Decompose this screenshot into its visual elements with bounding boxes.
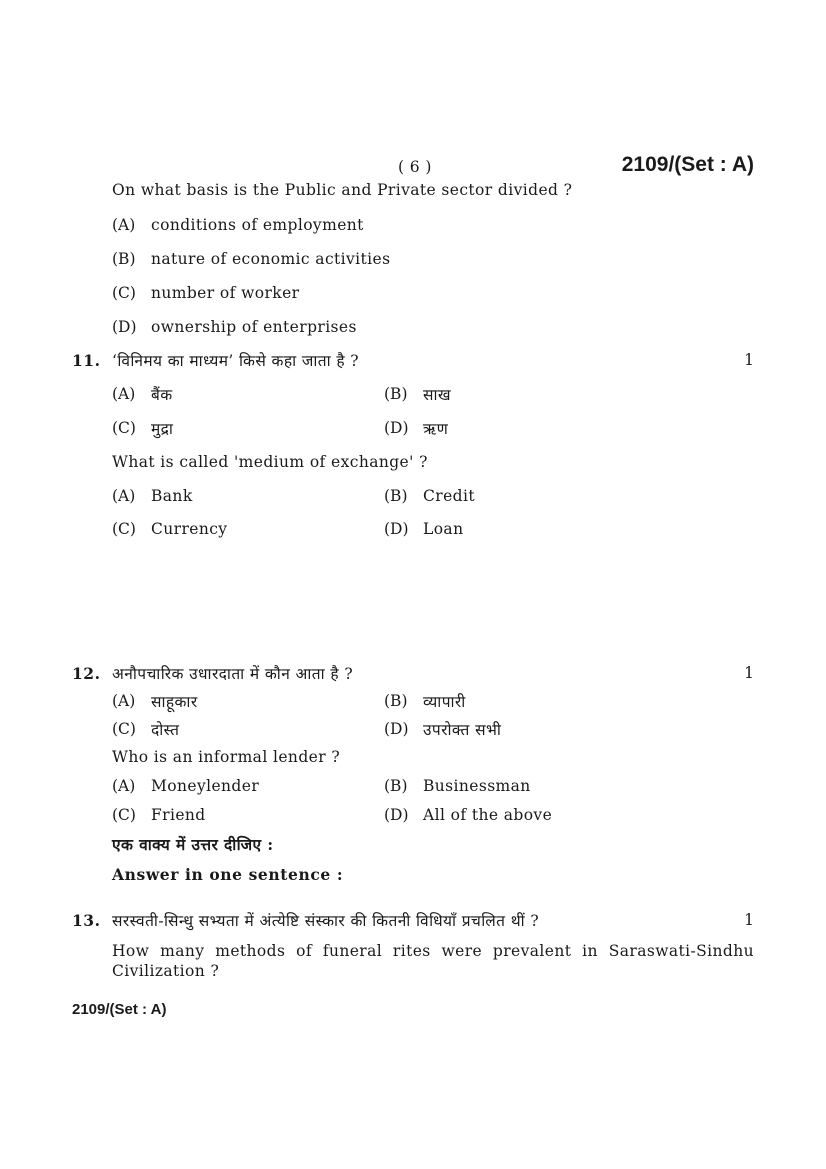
option-text: ऋण	[423, 420, 449, 438]
option-text: दोस्त	[151, 721, 180, 739]
q10-english-text: On what basis is the Public and Private sector divided ?	[112, 181, 573, 199]
option-text: साख	[423, 386, 451, 404]
q13-english-line1: How many methods of funeral rites were prevalent in Saraswati-Sindhu	[112, 942, 754, 960]
section-heading-hindi: एक वाक्य में उत्तर दीजिए :	[112, 835, 274, 854]
option-label: (D)	[112, 318, 137, 336]
q11-marks: 1	[744, 351, 754, 369]
option-text: Currency	[151, 520, 228, 538]
option-text: बैंक	[151, 386, 173, 404]
option-text: Credit	[423, 487, 475, 505]
option-label: (D)	[384, 520, 409, 538]
option-label: (C)	[112, 806, 136, 824]
option-text: मुद्रा	[151, 420, 174, 438]
option-label: (B)	[384, 692, 408, 710]
paper-code-footer: 2109/(Set : A)	[72, 1001, 167, 1018]
page-number: ( 6 )	[398, 158, 432, 176]
option-label: (A)	[112, 216, 136, 234]
option-text: conditions of employment	[151, 216, 364, 234]
q12-marks: 1	[744, 664, 754, 682]
option-label: (C)	[112, 419, 136, 437]
paper-code-header: 2109/(Set : A)	[621, 153, 754, 176]
option-text: व्यापारी	[423, 693, 466, 711]
option-label: (C)	[112, 720, 136, 738]
option-text: ownership of enterprises	[151, 318, 357, 336]
option-text: nature of economic activities	[151, 250, 391, 268]
q11-english-text: What is called 'medium of exchange' ?	[112, 453, 428, 471]
option-label: (C)	[112, 284, 136, 302]
q13-number: 13.	[72, 911, 101, 930]
option-text: उपरोक्त सभी	[423, 721, 502, 739]
option-label: (A)	[112, 487, 136, 505]
option-text: number of worker	[151, 284, 300, 302]
q11-number: 11.	[72, 351, 101, 370]
option-label: (D)	[384, 720, 409, 738]
q13-hindi-text: सरस्वती-सिन्धु सभ्यता में अंत्येष्टि संस्कार की कितनी विधियाँ प्रचलित थीं ?	[112, 912, 540, 930]
option-text: Moneylender	[151, 777, 260, 795]
q12-english-text: Who is an informal lender ?	[112, 748, 341, 766]
option-label: (B)	[384, 385, 408, 403]
option-label: (B)	[112, 250, 136, 268]
section-heading-english: Answer in one sentence :	[112, 865, 344, 884]
option-text: साहूकार	[151, 693, 198, 711]
q13-english-line2: Civilization ?	[112, 962, 220, 980]
option-text: All of the above	[423, 806, 553, 824]
q13-marks: 1	[744, 911, 754, 929]
option-label: (A)	[112, 692, 136, 710]
option-label: (D)	[384, 419, 409, 437]
option-label: (D)	[384, 806, 409, 824]
option-text: Friend	[151, 806, 206, 824]
option-text: Businessman	[423, 777, 531, 795]
option-label: (B)	[384, 487, 408, 505]
option-label: (B)	[384, 777, 408, 795]
option-label: (A)	[112, 385, 136, 403]
option-text: Loan	[423, 520, 464, 538]
option-label: (A)	[112, 777, 136, 795]
q12-hindi-text: अनौपचारिक उधारदाता में कौन आता है ?	[112, 665, 354, 683]
option-text: Bank	[151, 487, 193, 505]
option-label: (C)	[112, 520, 136, 538]
q12-number: 12.	[72, 664, 101, 683]
q11-hindi-text: ‘विनिमय का माध्यम’ किसे कहा जाता है ?	[112, 352, 359, 370]
